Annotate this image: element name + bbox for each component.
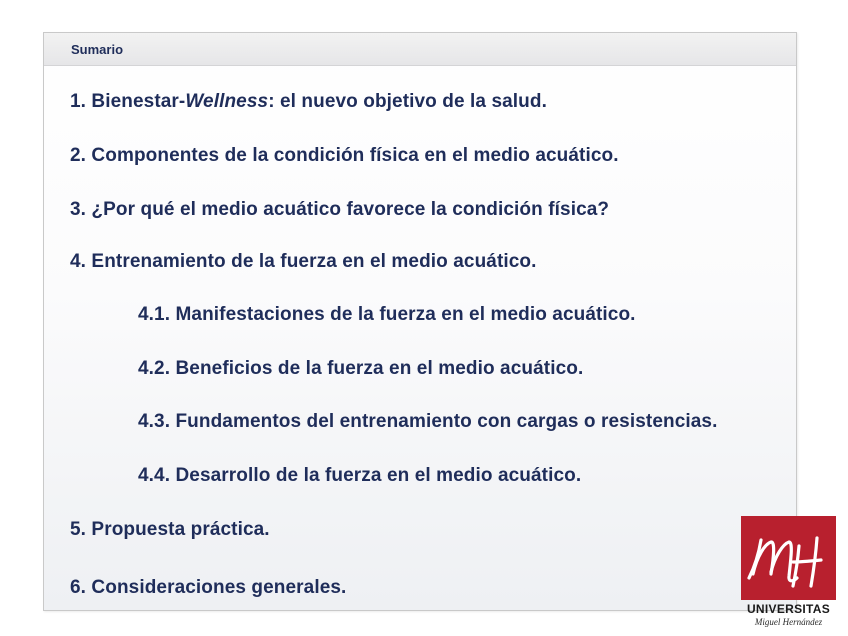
summary-item-4-3: 4.3. Fundamentos del entrenamiento con cargas o resistencias.	[138, 411, 718, 432]
logo-subtitle-text: Miguel Hernández	[754, 617, 823, 627]
slide-title: Sumario	[71, 42, 124, 57]
summary-item-1	[70, 91, 547, 113]
logo-mark	[741, 516, 836, 600]
summary-item-1-prefix: 1. Bienestar-	[70, 91, 186, 112]
summary-item-3: 3. ¿Por qué el medio acuático favorece la condición física?	[70, 199, 610, 220]
summary-item-4-2: 4.2. Beneficios de la fuerza en el medio acuático.	[138, 358, 584, 379]
mh-monogram-icon	[741, 516, 836, 600]
summary-item-6: 6. Consideraciones generales.	[70, 577, 347, 598]
summary-item-4-4: 4.4. Desarrollo de la fuerza en el medio acuático.	[138, 465, 582, 486]
summary-item-2: 2. Componentes de la condición física en el medio acuático.	[70, 145, 619, 166]
summary-item-1-suffix: : el nuevo objetivo de la salud.	[268, 91, 547, 112]
summary-item-4: 4. Entrenamiento de la fuerza en el medio acuático.	[70, 251, 537, 272]
logo-universitas-text: UNIVERSITAS	[746, 602, 831, 616]
slide	[43, 32, 797, 611]
summary-item-1-emphasis: Wellness	[185, 91, 269, 112]
slide-header	[44, 33, 796, 66]
summary-item-5: 5. Propuesta práctica.	[70, 519, 270, 540]
summary-item-4-1: 4.1. Manifestaciones de la fuerza en el medio acuático.	[138, 304, 636, 325]
university-logo	[741, 516, 836, 634]
